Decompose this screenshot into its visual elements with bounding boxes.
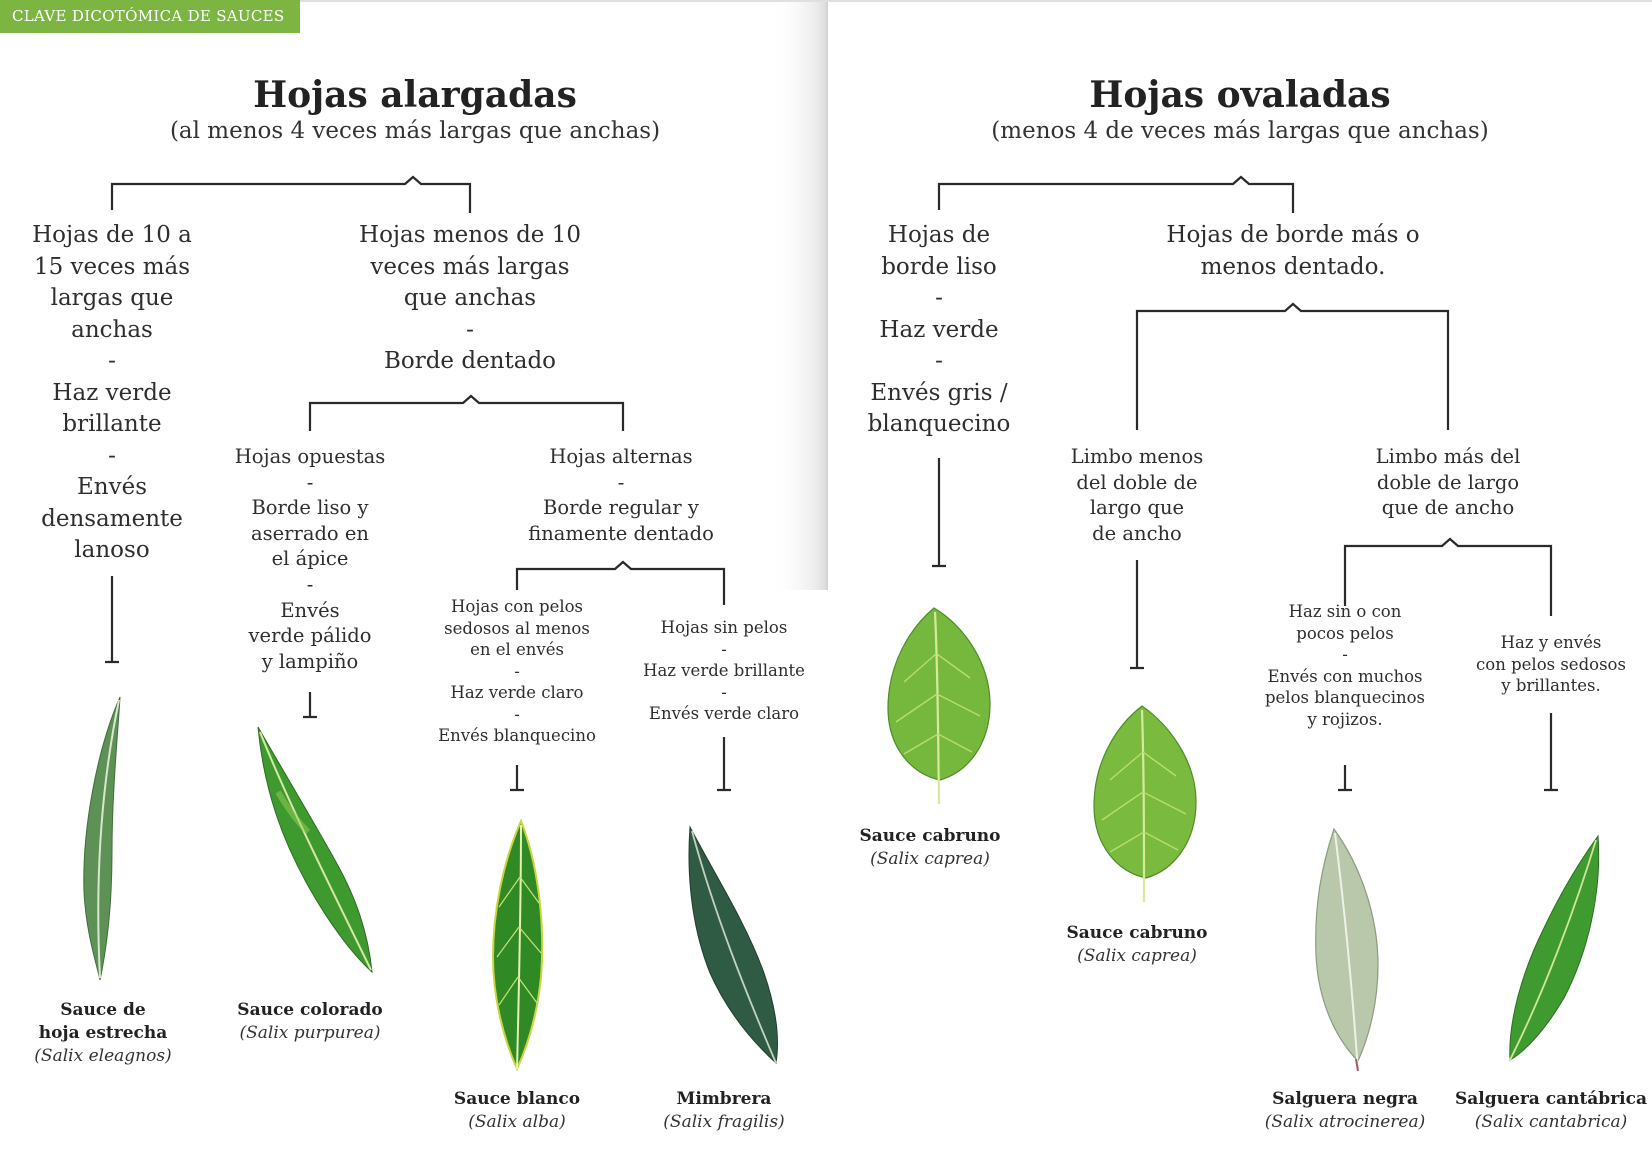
leaf-salix-caprea-2	[1088, 702, 1202, 908]
node-right-b2b: Haz y envés con pelos sedosos y brillantes.	[1476, 633, 1626, 695]
node-right-b2a: Haz sin o con pocos pelos - Envés con muchos pelos blanquecinos y rojizos.	[1264, 602, 1426, 729]
node-left-b2: Hojas alternas - Borde regular y finamente dentado	[528, 445, 714, 545]
node-right-b2: Limbo más del doble de largo que de ancho	[1375, 445, 1521, 520]
stem-purpurea	[303, 692, 317, 717]
bracket-left-b	[310, 396, 623, 431]
leaf-salix-eleagnos	[68, 692, 128, 987]
label-salix-fragilis: Mimbrera (Salix fragilis)	[663, 1089, 785, 1132]
stem-caprea-2	[1130, 560, 1144, 668]
label-salix-purpurea: Sauce colorado (Salix purpurea)	[237, 1000, 383, 1043]
leaf-salix-cantabrica	[1504, 832, 1604, 1066]
stem-eleagnos	[105, 576, 119, 662]
leaf-salix-purpurea	[248, 722, 378, 980]
node-left-b1: Hojas opuestas - Borde liso y aserrado en el ápice - Envés verde pálido y lampiño	[234, 445, 386, 673]
label-salix-alba: Sauce blanco (Salix alba)	[453, 1089, 581, 1132]
node-left-a: Hojas de 10 a 15 veces más largas que anchas - Haz verde brillante - Envés densamente lanoso	[32, 222, 192, 563]
label-salix-cantabrica: Salguera cantábrica (Salix cantabrica)	[1455, 1089, 1647, 1132]
node-left-b2b: Hojas sin pelos - Haz verde brillante - Envés verde claro	[643, 618, 805, 723]
node-right-b1: Limbo menos del doble de largo que de ancho	[1070, 445, 1204, 545]
bracket-right-b	[1137, 304, 1448, 430]
label-salix-atrocinerea: Salguera negra (Salix atrocinerea)	[1264, 1089, 1426, 1132]
bracket-right-top	[939, 177, 1293, 213]
leaf-salix-caprea-1	[882, 604, 996, 810]
label-salix-caprea-1: Sauce cabruno (Salix caprea)	[859, 826, 1001, 869]
bracket-left-top	[112, 177, 470, 213]
node-right-b: Hojas de borde más o menos dentado.	[1166, 222, 1420, 280]
node-right-a: Hojas de borde liso - Haz verde - Envés gris / blanquecino	[867, 222, 1011, 437]
label-salix-caprea-2: Sauce cabruno (Salix caprea)	[1066, 923, 1208, 966]
right-title: Hojas ovaladas	[1089, 74, 1391, 116]
stem-caprea-1	[932, 458, 946, 566]
node-left-b2a: Hojas con pelos sedosos al menos en el envés - Haz verde claro - Envés blanquecino	[438, 597, 596, 745]
left-subtitle: (al menos 4 veces más largas que anchas)	[169, 118, 661, 144]
leaf-salix-alba	[487, 817, 549, 1075]
stem-atrocinerea	[1338, 765, 1352, 790]
right-subtitle: (menos 4 de veces más largas que anchas)	[991, 118, 1489, 144]
leaf-salix-atrocinerea	[1310, 825, 1384, 1073]
left-title: Hojas alargadas	[253, 74, 577, 116]
label-salix-eleagnos: Sauce de hoja estrecha (Salix eleagnos)	[34, 1000, 172, 1066]
section-tag: CLAVE DICOTÓMICA DE SAUCES	[0, 0, 300, 33]
node-left-b: Hojas menos de 10 veces más largas que anchas - Borde dentado	[359, 222, 581, 374]
stem-cantabrica	[1544, 713, 1558, 790]
stem-alba	[510, 765, 524, 790]
stem-fragilis	[717, 737, 731, 790]
leaf-salix-fragilis	[684, 823, 782, 1069]
